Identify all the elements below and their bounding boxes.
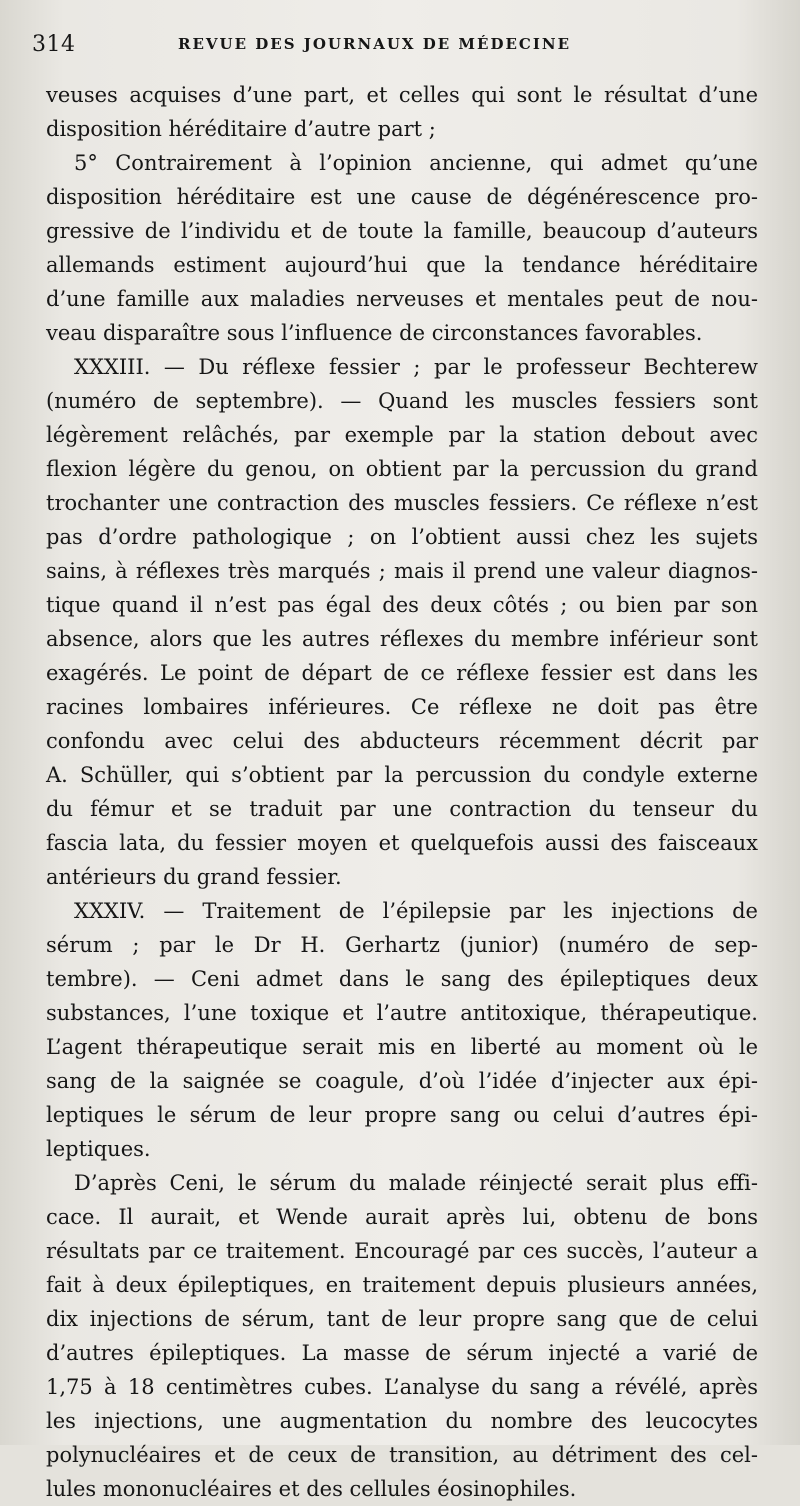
text-line: substances, l’une toxique et l’autre antitoxique, thérapeutique. (46, 1001, 758, 1025)
text-line: trochanter une contraction des muscles fessiers. Ce réflexe n’est (46, 491, 758, 515)
text-line: (numéro de septembre). — Quand les muscles fessiers sont (46, 389, 758, 413)
section-heading-line: XXXIV. — Traitement de l’épilepsie par les injections de (74, 899, 758, 923)
text-line: pas d’ordre pathologique ; on l’obtient aussi chez les sujets (46, 525, 758, 549)
body-text (46, 78, 758, 1506)
text-line: disposition héréditaire d’autre part ; (46, 117, 436, 141)
text-line: polynucléaires et de ceux de transition, au détriment des cel- (46, 1443, 758, 1467)
journal-title: REVUE DES JOURNAUX DE MÉDECINE (178, 35, 572, 53)
text-line: D’après Ceni, le sérum du malade réinjecté serait plus effi- (74, 1171, 758, 1195)
text-line: sang de la saignée se coagule, d’où l’idée d’injecter aux épi- (46, 1069, 758, 1093)
text-line: sains, à réflexes très marqués ; mais il prend une valeur diagnos- (46, 559, 758, 583)
section-heading-line: XXXIII. — Du réflexe fessier ; par le professeur Bechterew (74, 355, 758, 379)
text-line: fait à deux épileptiques, en traitement depuis plusieurs années, (46, 1273, 758, 1297)
text-line: 5° Contrairement à l’opinion ancienne, qui admet qu’une (74, 151, 758, 175)
text-line: du fémur et se traduit par une contraction du tenseur du (46, 797, 758, 821)
text-line: absence, alors que les autres réflexes du membre inférieur sont (46, 627, 758, 651)
text-line: veuses acquises d’une part, et celles qui sont le résultat d’une (46, 83, 758, 107)
text-line: dix injections de sérum, tant de leur propre sang que de celui (46, 1307, 758, 1331)
running-head (32, 0, 758, 74)
text-line: racines lombaires inférieures. Ce réflexe ne doit pas être (46, 695, 758, 719)
text-line: fascia lata, du fessier moyen et quelquefois aussi des faisceaux (46, 831, 758, 855)
text-line: gressive de l’individu et de toute la famille, beaucoup d’auteurs (46, 219, 758, 243)
text-line: flexion légère du genou, on obtient par la percussion du grand (46, 457, 758, 481)
text-line: leptiques. (46, 1137, 151, 1161)
text-line: sérum ; par le Dr H. Gerhartz (junior) (numéro de sep- (46, 933, 758, 957)
text-line: d’une famille aux maladies nerveuses et mentales peut de nou- (46, 287, 758, 311)
page-number: 314 (32, 31, 76, 57)
text-line: tembre). — Ceni admet dans le sang des épileptiques deux (46, 967, 758, 991)
text-line: lules mononucléaires et des cellules éosinophiles. (46, 1477, 577, 1501)
text-line: A. Schüller, qui s’obtient par la percussion du condyle externe (46, 763, 758, 787)
text-line: légèrement relâchés, par exemple par la station debout avec (46, 423, 758, 447)
text-line: L’agent thérapeutique serait mis en liberté au moment où le (46, 1035, 758, 1059)
text-line: 1,75 à 18 centimètres cubes. L’analyse du sang a révélé, après (46, 1375, 758, 1399)
text-line: résultats par ce traitement. Encouragé par ces succès, l’auteur a (46, 1239, 758, 1263)
text-line: confondu avec celui des abducteurs récemment décrit par (46, 729, 758, 753)
text-line: disposition héréditaire est une cause de dégénérescence pro- (46, 185, 758, 209)
text-line: exagérés. Le point de départ de ce réflexe fessier est dans les (46, 661, 758, 685)
text-line: tique quand il n’est pas égal des deux côtés ; ou bien par son (46, 593, 758, 617)
text-line: antérieurs du grand fessier. (46, 865, 342, 889)
text-line: allemands estiment aujourd’hui que la tendance héréditaire (46, 253, 758, 277)
text-line: les injections, une augmentation du nombre des leucocytes (46, 1409, 758, 1433)
text-line: leptiques le sérum de leur propre sang ou celui d’autres épi- (46, 1103, 758, 1127)
text-line: veau disparaître sous l’influence de circonstances favorables. (46, 321, 703, 345)
text-line: d’autres épileptiques. La masse de sérum injecté a varié de (46, 1341, 758, 1365)
text-line: cace. Il aurait, et Wende aurait après lui, obtenu de bons (46, 1205, 758, 1229)
